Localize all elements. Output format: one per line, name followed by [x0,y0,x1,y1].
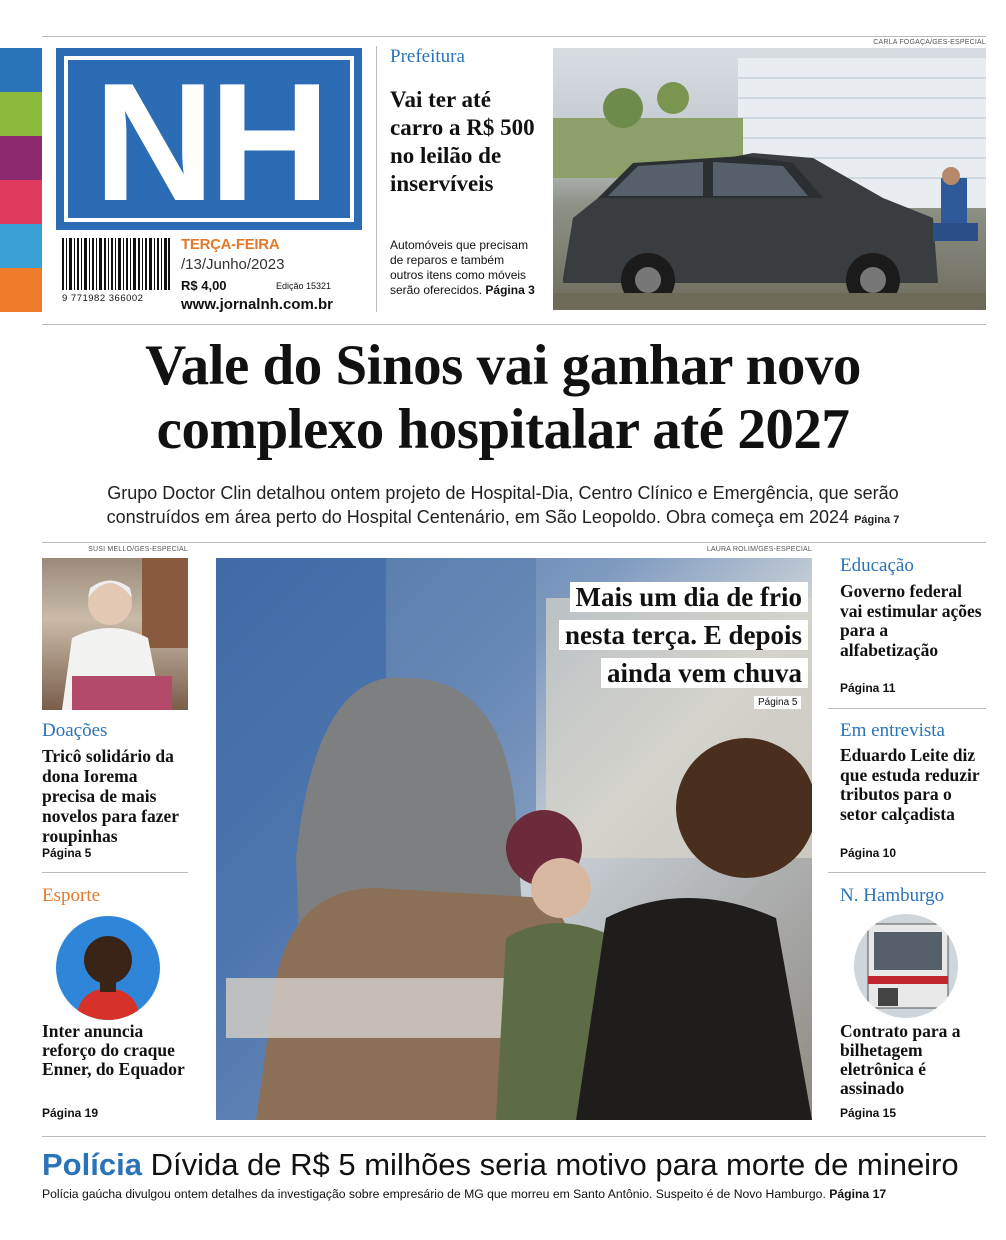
right-story-3-headline[interactable]: Contrato para a bilhetagem eletrônica é assinado [840,1021,961,1098]
right-story-1-headline[interactable]: Governo federal vai estimular ações para a alfabetização [840,581,982,660]
nh-logo [56,48,362,236]
top-story-photo-credit: CARLA FOGAÇA/GES-ESPECIAL [873,39,986,46]
masthead-divider [376,46,377,312]
knitting-woman-illustration [42,558,188,710]
center-photo-credit: LAURA ROLIM/GES-ESPECIAL [706,546,812,553]
left-col-divider [42,872,188,873]
stripe-blue [0,48,42,92]
side-color-stripes [0,48,42,312]
center-caption [496,580,808,690]
masthead-bottom-rule [42,324,986,325]
center-caption-line-1 [496,580,808,614]
price: R$ 4,00 [181,278,227,293]
main-summary-line-2: construídos em área perto do Hospital Centenário, em São Leopoldo. Obra começa em 2024 [106,507,850,527]
right-story-3-page[interactable]: Página 15 [840,1106,897,1120]
top-story-photo[interactable] [553,48,986,310]
left-photo-credit: SUSI MELLO/GES-ESPECIAL [88,546,188,553]
bottom-story-summary-wrap [42,1186,992,1202]
stripe-lightblue [0,224,42,268]
left-photo-knitting[interactable] [42,558,188,710]
date: /13/Junho/2023 [181,256,285,273]
stripe-pink [0,180,42,224]
right-story-3-kicker: N. Hamburgo [840,885,945,906]
main-summary [20,481,986,532]
center-caption-line-3 [496,656,808,690]
bottom-story-headline-wrap[interactable] [42,1146,986,1184]
left-story-2-photo[interactable] [56,916,160,1020]
right-story-2-page[interactable]: Página 10 [840,846,897,860]
right-col-divider-1 [828,708,986,709]
main-headline-line-1: Vale do Sinos vai ganhar novo [145,334,861,397]
barcode-icon [62,238,170,290]
top-story-summary [390,238,540,298]
right-story-3-photo[interactable] [854,914,958,1018]
stripe-purple [0,136,42,180]
right-story-2-kicker: Em entrevista [840,720,945,741]
left-story-2-kicker: Esporte [42,885,101,906]
barcode-digits: 9 771982 366002 [62,293,144,304]
center-caption-text-2: nesta terça. E depois [559,620,808,650]
stripe-orange [0,268,42,312]
right-story-2-headline[interactable]: Eduardo Leite diz que estuda reduzir tributos para o setor calçadista [840,745,980,824]
center-caption-text-3: ainda vem chuva [601,658,808,688]
main-bottom-rule [42,542,986,543]
bottom-story-headline: Dívida de R$ 5 milhões seria motivo para morte de mineiro [150,1147,959,1182]
center-caption-line-2 [496,618,808,652]
nh-logo-text: NH [93,48,325,236]
top-story-summary-text: Automóveis que precisam de reparos e também outros itens como móveis serão oferecidos. [390,238,529,297]
center-caption-text-1: Mais um dia de frio [570,582,809,612]
weekday: TERÇA-FEIRA [181,236,280,253]
main-summary-line-1: Grupo Doctor Clin detalhou ontem projeto de Hospital-Dia, Centro Clínico e Emergência, que serão [107,483,899,503]
bottom-story-page[interactable]: Página 17 [829,1187,887,1201]
stripe-green [0,92,42,136]
bottom-section-rule [42,1136,986,1137]
edition: Edição 15321 [276,281,332,291]
top-rule [42,36,986,37]
left-story-1-kicker: Doações [42,720,108,741]
top-story-headline[interactable]: Vai ter até carro a R$ 500 no leilão de inservíveis [390,87,535,196]
website-link[interactable]: www.jornalnh.com.br [181,296,333,313]
left-story-2-headline[interactable]: Inter anuncia reforço do craque Enner, do Equador [42,1021,185,1079]
left-story-1-headline[interactable]: Tricô solidário da dona Iorema precisa de mais novelos para fazer roupinhas [42,746,179,846]
right-story-1-kicker: Educação [840,555,914,576]
left-story-2-page[interactable]: Página 19 [42,1106,99,1120]
player-portrait-illustration [56,916,160,1020]
right-col-divider-2 [828,872,986,873]
top-story-kicker: Prefeitura [390,46,465,67]
center-photo-page[interactable]: Página 5 [754,696,801,709]
main-story-page[interactable]: Página 7 [854,514,900,526]
main-headline-line-2: complexo hospitalar até 2027 [156,398,850,461]
bottom-story-kicker: Polícia [42,1147,142,1182]
main-summary-line-2-wrap [20,505,986,532]
left-story-1-page[interactable]: Página 5 [42,846,92,860]
bus-illustration [854,914,958,1018]
car-illustration [553,48,986,310]
barcode [62,238,170,304]
main-headline[interactable] [20,334,986,462]
bottom-story-summary: Polícia gaúcha divulgou ontem detalhes da investigação sobre empresário de MG que morreu em Santo Antônio. Suspeito é de Novo Hamburgo. [42,1187,826,1201]
right-story-1-page[interactable]: Página 11 [840,681,896,695]
top-story-page[interactable]: Página 3 [485,283,535,297]
